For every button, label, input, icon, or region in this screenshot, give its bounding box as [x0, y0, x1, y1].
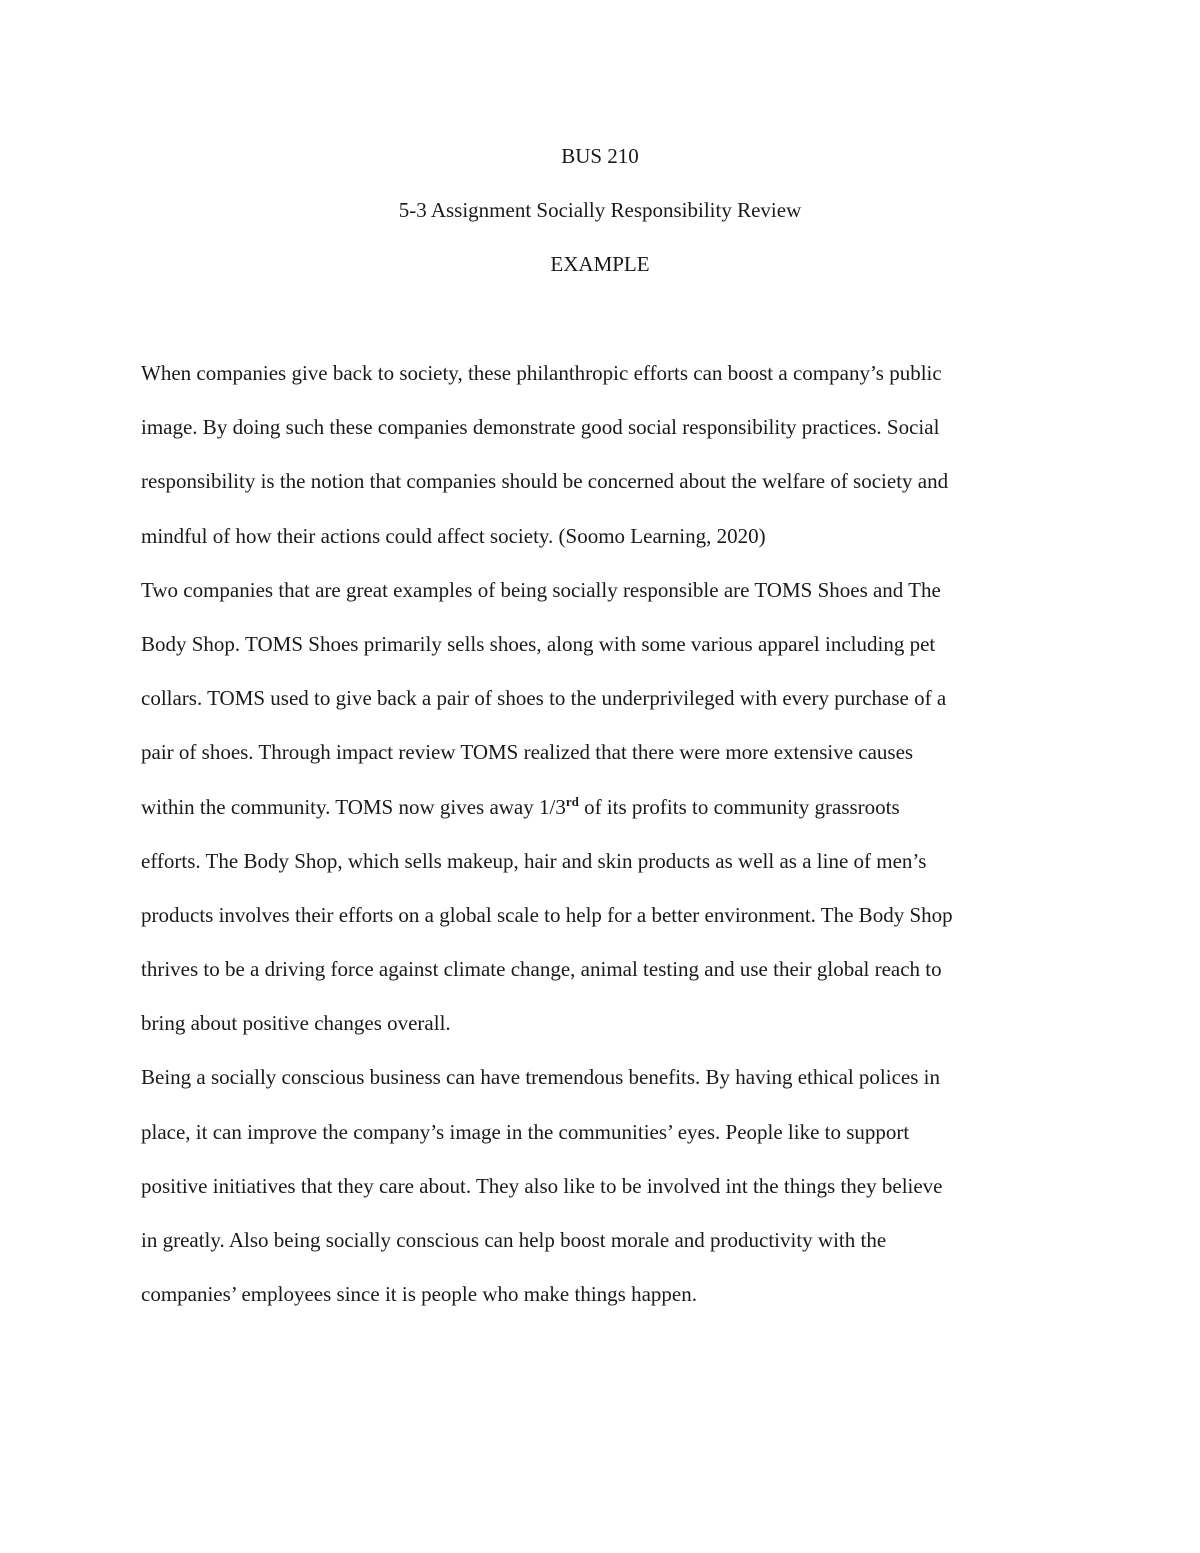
body-line: companies’ employees since it is people who make things happen. — [141, 1282, 697, 1307]
body-line-with-superscript — [141, 792, 1061, 846]
ordinal-superscript: rd — [565, 793, 579, 809]
body-line: pair of shoes. Through impact review TOMS realized that there were more extensive causes — [141, 740, 914, 765]
example-label: EXAMPLE — [550, 252, 650, 276]
body-line: Being a socially conscious business can have tremendous benefits. By having ethical polices in — [141, 1065, 940, 1090]
body-line: responsibility is the notion that companies should be concerned about the welfare of society and — [141, 469, 949, 494]
body-line: collars. TOMS used to give back a pair of shoes to the underprivileged with every purchase of a — [141, 686, 947, 711]
course-code: BUS 210 — [561, 144, 639, 168]
body-line: When companies give back to society, these philanthropic efforts can boost a company’s public — [141, 361, 942, 385]
body-line: Two companies that are great examples of being socially responsible are TOMS Shoes and The — [141, 577, 941, 602]
essay-body — [141, 358, 1061, 1333]
body-line: thrives to be a driving force against climate change, animal testing and use their global reach to — [141, 957, 942, 982]
body-line: in greatly. Also being socially conscious can help boost morale and productivity with the — [141, 1228, 887, 1252]
body-line: bring about positive changes overall. — [141, 1011, 451, 1036]
assignment-title: 5-3 Assignment Socially Responsibility Review — [398, 198, 802, 222]
body-line: mindful of how their actions could affect society. (Soomo Learning, 2020) — [141, 523, 766, 548]
body-line: efforts. The Body Shop, which sells makeup, hair and skin products as well as a line of men’s — [141, 848, 927, 873]
body-line: positive initiatives that they care about. They also like to be involved int the things they believe — [141, 1173, 943, 1198]
body-line-end: of its profits to community grassroots — [578, 794, 900, 819]
body-line: products involves their efforts on a global scale to help for a better environment. The Body Shop — [141, 902, 953, 927]
body-line-start: within the community. TOMS now gives away 1/3 — [141, 794, 566, 819]
body-line: place, it can improve the company’s image in the communities’ eyes. People like to support — [141, 1119, 910, 1144]
body-line: Body Shop. TOMS Shoes primarily sells shoes, along with some various apparel including pet — [141, 631, 936, 656]
body-line: image. By doing such these companies demonstrate good social responsibility practices. Social — [141, 415, 940, 440]
